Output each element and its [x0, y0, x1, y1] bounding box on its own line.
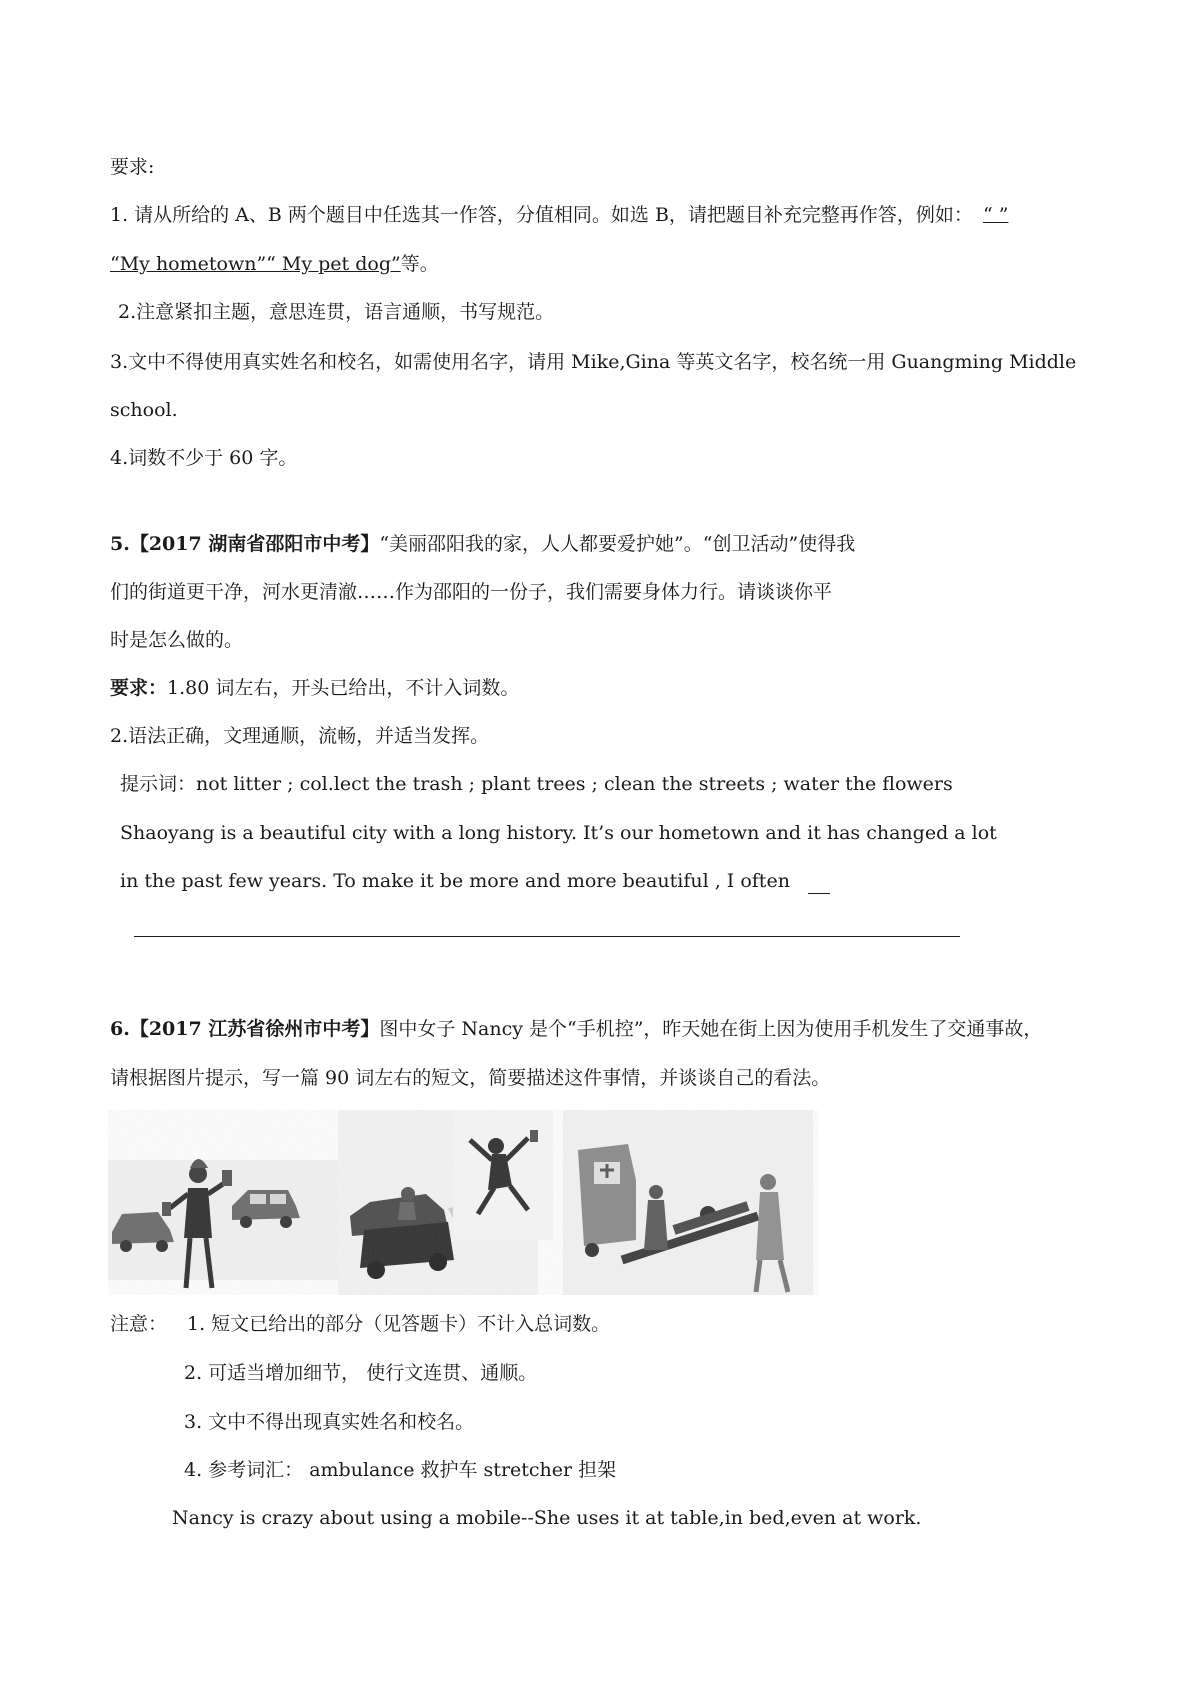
- question-5-line-1-text: “美丽邵阳我的家，人人都要爱护她”。“创卫活动”使得我: [379, 533, 856, 555]
- requirement-item-4: 4.词数不少于 60 字。: [110, 447, 298, 469]
- answer-blank-short: [808, 869, 830, 894]
- question-6-line-2: 请根据图片提示，写一篇 90 词左右的短文，简要描述这件事情，并谈谈自己的看法。: [110, 1067, 831, 1089]
- requirement-item-3-line-2: school.: [110, 399, 178, 421]
- question-5-requirement-1-text: 1.80 词左右，开头已给出，不计入词数。: [167, 677, 520, 699]
- question-6-source: 6.【2017 江苏省徐州市中考】: [110, 1018, 380, 1040]
- requirement-item-1-quote: “ ”: [982, 204, 1009, 226]
- question-6-opening-sentence: Nancy is crazy about using a mobile--She uses it at table,in bed,even at work.: [172, 1507, 922, 1529]
- requirement-item-1: [110, 203, 1008, 227]
- requirement-item-1-text: 1. 请从所给的 A、B 两个题目中任选其一作答，分值相同。如选 B，请把题目补充完整再作答，例如：: [110, 204, 973, 226]
- question-6-note-1: [110, 1312, 610, 1336]
- question-6-note-label: 注意：: [110, 1313, 168, 1335]
- requirement-item-1-examples: “My hometown”“ My pet dog”: [110, 253, 401, 275]
- question-5-line-3: 时是怎么做的。: [110, 629, 244, 651]
- requirements-heading: 要求:: [110, 156, 155, 178]
- question-5-requirement-label: 要求：: [110, 677, 168, 699]
- question-5-source: 5.【2017 湖南省邵阳市中考】: [110, 533, 380, 555]
- question-5-opening-line-1: Shaoyang is a beautiful city with a long history. It’s our hometown and it has changed a lot: [120, 822, 997, 844]
- question-5-line-1: [110, 532, 855, 556]
- requirement-item-2: 2.注意紧扣主题，意思连贯，语言通顺，书写规范。: [118, 301, 555, 323]
- question-5-hint-words: 提示词：not litter ; col.lect the trash ; plant trees ; clean the streets ; water the flowers: [120, 773, 953, 795]
- question-5-opening-line-2: [120, 869, 830, 894]
- answer-blank-line: [134, 936, 960, 937]
- requirement-item-3-line-1: 3.文中不得使用真实姓名和校名，如需使用名字，请用 Mike,Gina 等英文名字，校名统一用 Guangming Middle: [110, 351, 1077, 373]
- requirement-item-1-examples-line: [110, 252, 439, 276]
- question-6-note-4: 4. 参考词汇： ambulance 救护车 stretcher 担架: [184, 1459, 617, 1481]
- question-6-note-1-text: 1. 短文已给出的部分（见答题卡）不计入总词数。: [187, 1313, 611, 1335]
- question-5-line-2: 们的街道更干净，河水更清澈……作为邵阳的一份子，我们需要身体力行。请谈谈你平: [110, 581, 833, 603]
- question-6-note-3: 3. 文中不得出现真实姓名和校名。: [184, 1411, 475, 1433]
- comic-illustration: [108, 1110, 818, 1295]
- requirement-item-1-tail: 等。: [400, 253, 439, 275]
- question-5-requirement-2: 2.语法正确，文理通顺，流畅，并适当发挥。: [110, 725, 490, 747]
- question-5-requirement-1: [110, 676, 519, 700]
- question-6-line-1-text: 图中女子 Nancy 是个“手机控”，昨天她在街上因为使用手机发生了交通事故，: [379, 1018, 1043, 1040]
- question-6-line-1: [110, 1017, 1042, 1041]
- question-6-note-2: 2. 可适当增加细节， 使行文连贯、通顺。: [184, 1362, 538, 1384]
- question-5-opening-line-2-text: in the past few years. To make it be more and more beautiful , I often: [120, 870, 790, 892]
